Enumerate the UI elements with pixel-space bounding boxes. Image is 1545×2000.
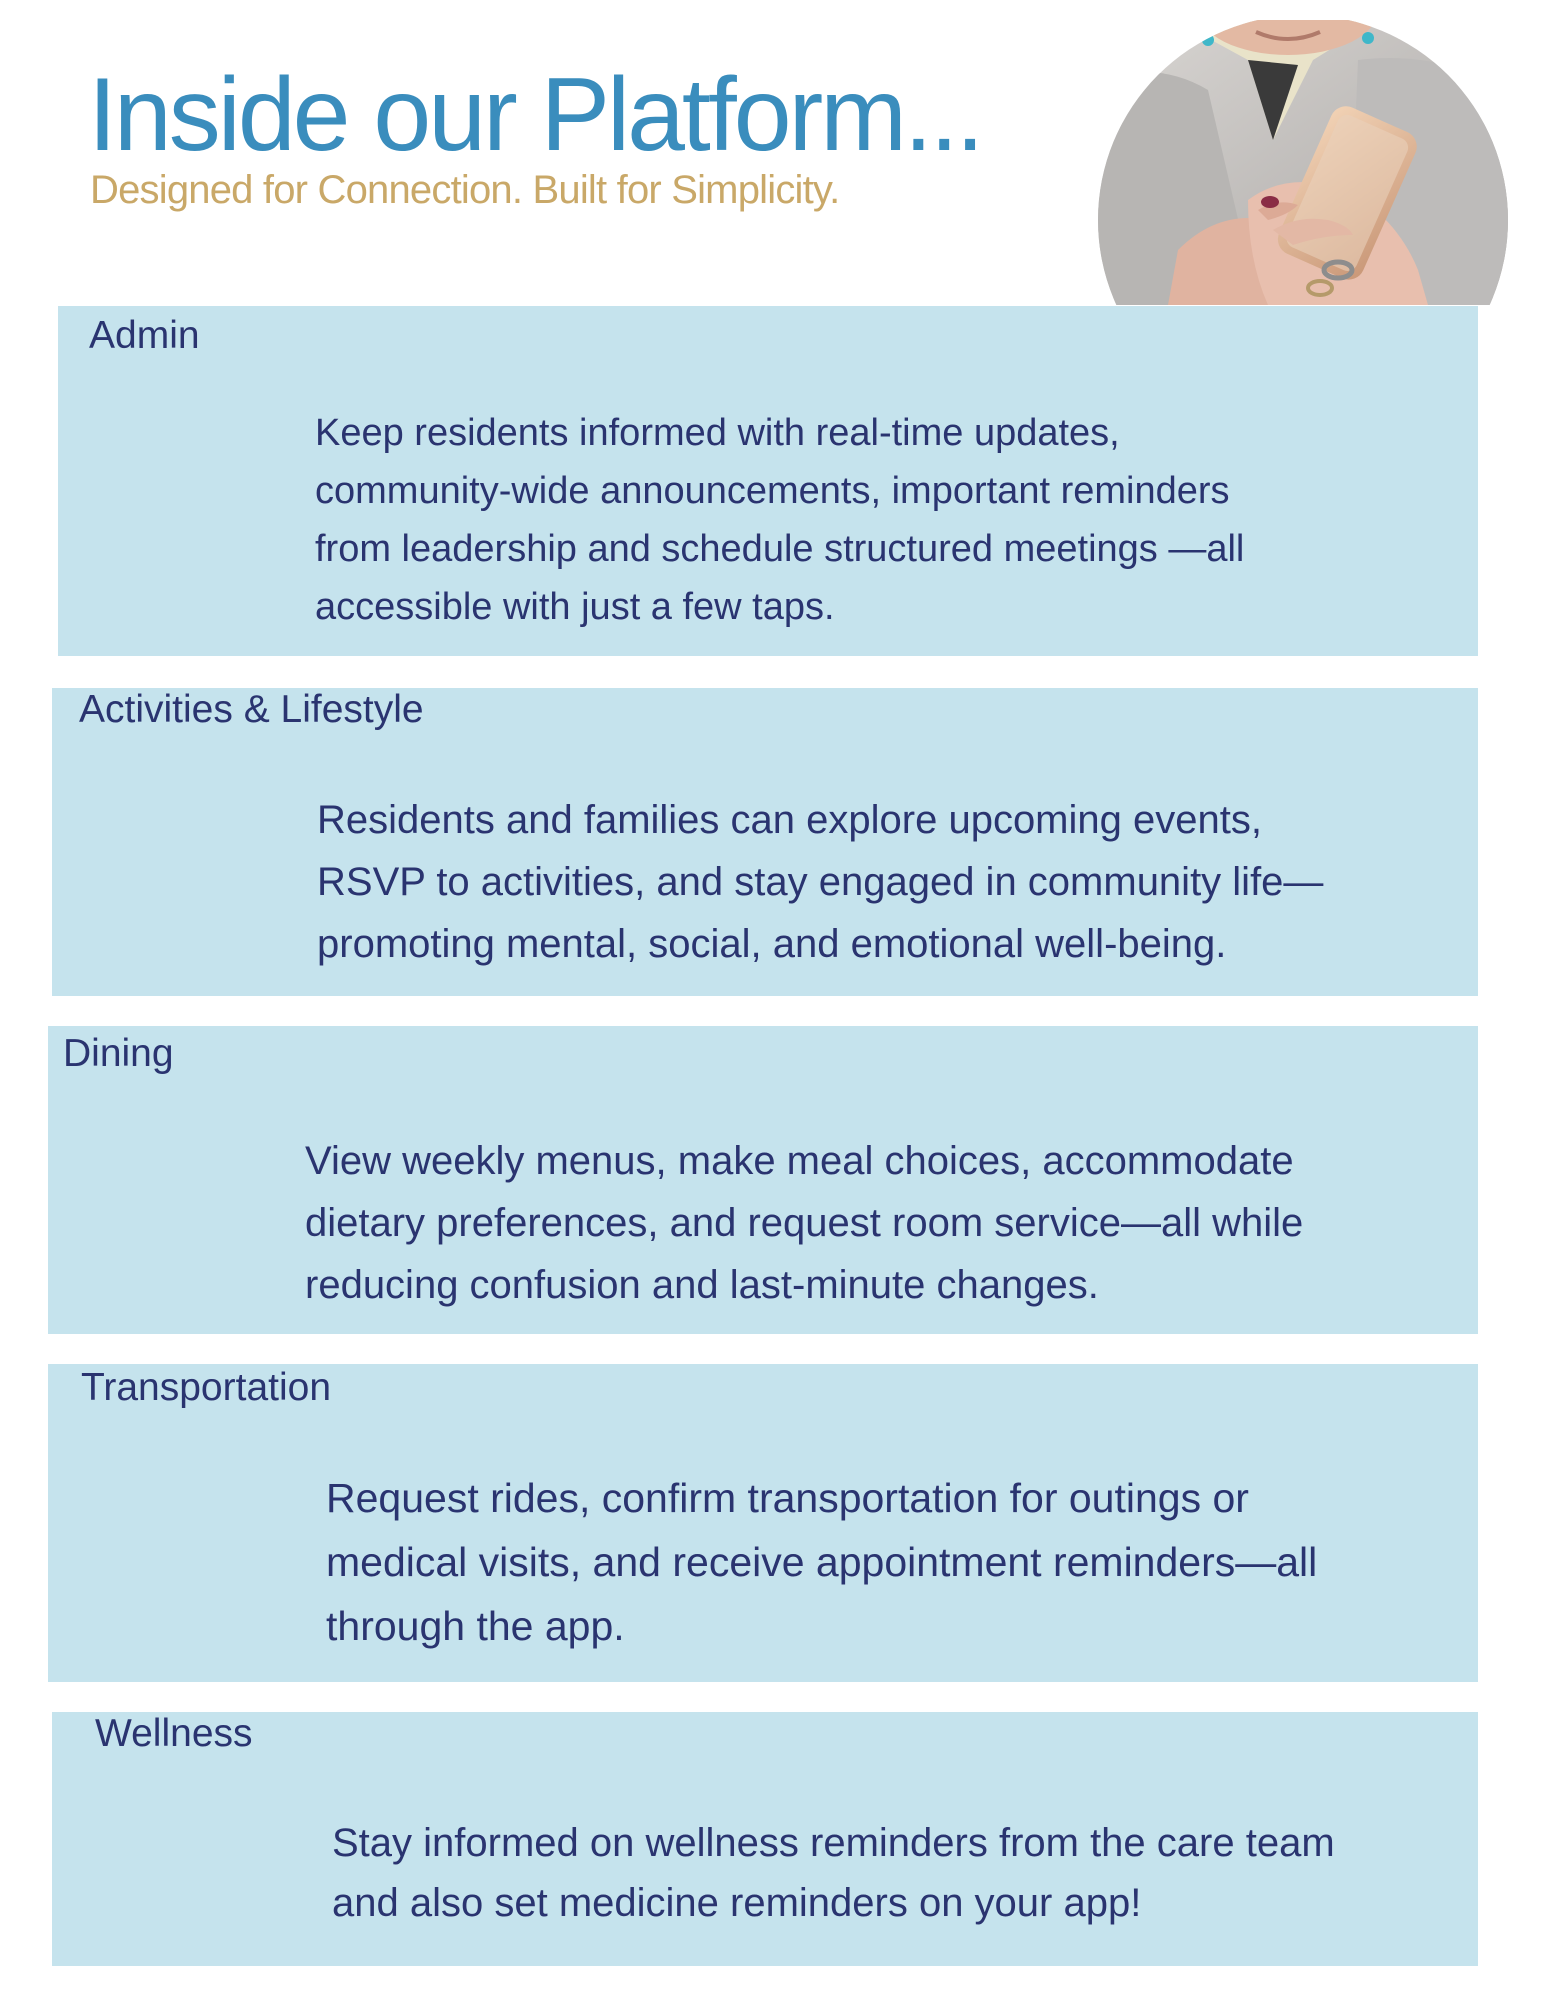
body-line: accessible with just a few taps. (315, 586, 835, 628)
section-heading-dining: Dining (63, 1032, 174, 1075)
section-dining (48, 1026, 1478, 1334)
body-line: Residents and families can explore upcoming events, (317, 798, 1262, 842)
body-line: dietary preferences, and request room service—all while (305, 1201, 1304, 1245)
body-line: reducing confusion and last-minute changes. (305, 1263, 1099, 1307)
section-body-transportation (326, 1466, 1317, 1658)
section-heading-admin: Admin (89, 314, 200, 357)
body-line: View weekly menus, make meal choices, accommodate (305, 1139, 1294, 1183)
section-heading-activities-lifestyle: Activities & Lifestyle (79, 688, 424, 731)
section-heading-transportation: Transportation (81, 1366, 332, 1409)
page-title: Inside our Platform... (88, 57, 982, 173)
body-line: Keep residents informed with real-time updates, (315, 412, 1120, 454)
body-line: medical visits, and receive appointment reminders—all (326, 1539, 1318, 1585)
section-wellness (52, 1712, 1478, 1966)
body-line: through the app. (326, 1603, 625, 1649)
body-line: Request rides, confirm transportation for outings or (326, 1475, 1249, 1521)
section-body-activities-lifestyle (317, 789, 1323, 975)
section-transportation (48, 1364, 1478, 1682)
body-line: RSVP to activities, and stay engaged in community life— (317, 860, 1324, 904)
body-line: promoting mental, social, and emotional well-being. (317, 922, 1227, 966)
hero-photo (1098, 20, 1508, 305)
body-line: Stay informed on wellness reminders from the care team (332, 1821, 1335, 1865)
section-body-wellness (332, 1813, 1335, 1933)
section-body-admin (315, 404, 1244, 636)
section-activities-lifestyle (52, 688, 1478, 996)
section-body-dining (305, 1130, 1303, 1316)
body-line: from leadership and schedule structured meetings —all (315, 528, 1245, 570)
body-line: and also set medicine reminders on your app! (332, 1881, 1142, 1925)
section-heading-wellness: Wellness (95, 1712, 253, 1755)
body-line: community-wide announcements, important reminders (315, 470, 1230, 512)
page-subtitle: Designed for Connection. Built for Simplicity. (90, 168, 840, 212)
section-admin (58, 306, 1478, 656)
